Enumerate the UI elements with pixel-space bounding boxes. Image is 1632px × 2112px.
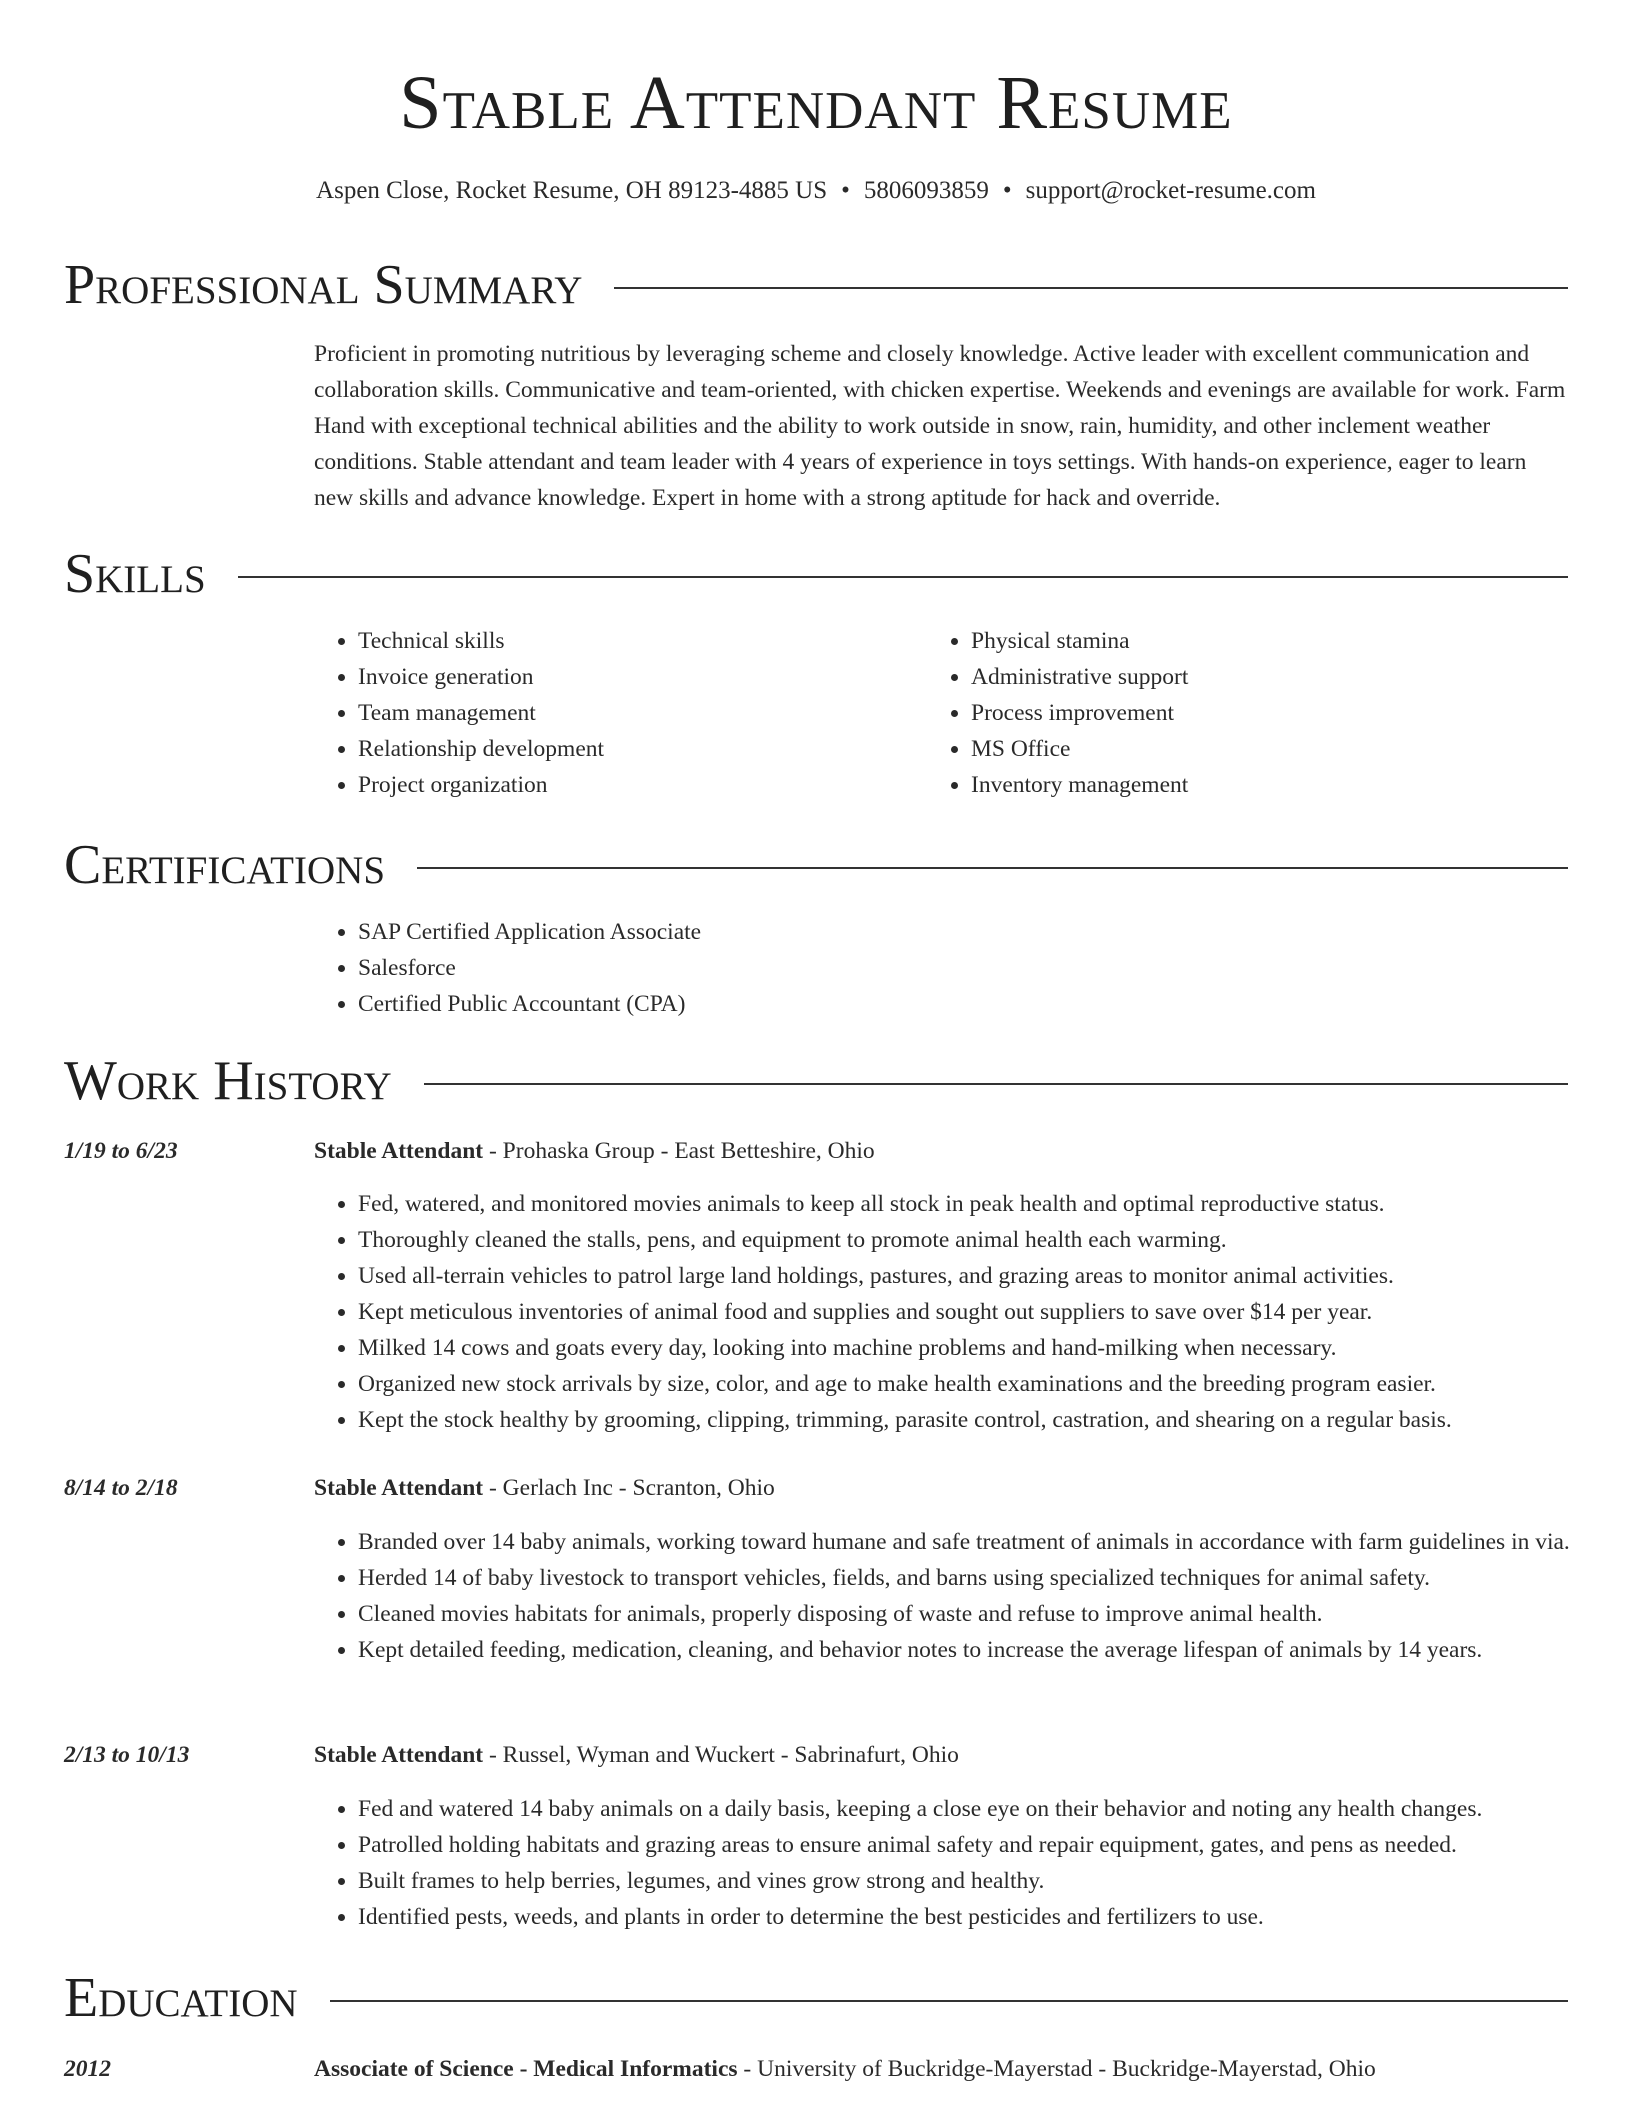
duty-item: • Used all-terrain vehicles to patrol large land holdings, pastures, and grazing areas to monitor animal activities. xyxy=(358,1258,1570,1294)
skills-list-right xyxy=(927,623,1487,803)
skill-item: • Process improvement xyxy=(971,695,1487,731)
duty-item: • Branded over 14 baby animals, working toward humane and safe treatment of animals in accordance with farm guidelines in via. xyxy=(358,1524,1570,1560)
job-employer-location: - Gerlach Inc - Scranton, Ohio xyxy=(483,1475,775,1501)
skill-item: • Invoice generation xyxy=(358,659,874,695)
duty-item: • Herded 14 of baby livestock to transport vehicles, fields, and barns using specialized techniques for animal safety. xyxy=(358,1560,1570,1596)
skill-item: • Team management xyxy=(358,695,874,731)
job-dates: 2/13 to 10/13 xyxy=(64,1742,190,1768)
job-duties xyxy=(314,1791,1570,1935)
duty-item: • Identified pests, weeds, and plants in order to determine the best pesticides and fertilizers to use. xyxy=(358,1899,1570,1935)
section-divider xyxy=(424,1083,1568,1085)
job-duties xyxy=(314,1524,1570,1668)
education-section-heading xyxy=(64,1963,1568,2033)
duty-item: • Built frames to help berries, legumes, and vines grow strong and healthy. xyxy=(358,1863,1570,1899)
duty-item: • Kept the stock healthy by grooming, clipping, trimming, parasite control, castration, and shearing on a regular basis. xyxy=(358,1402,1570,1438)
resume-title: Stable Attendant Resume xyxy=(399,61,1233,145)
duty-item: • Organized new stock arrivals by size, color, and age to make health examinations and the breeding program easier. xyxy=(358,1366,1570,1402)
section-title: Professional Summary xyxy=(64,254,583,316)
certification-item: • SAP Certified Application Associate xyxy=(358,914,1570,950)
skill-item: • Physical stamina xyxy=(971,623,1487,659)
job-employer-location: - Prohaska Group - East Betteshire, Ohio xyxy=(483,1138,875,1164)
section-title: Education xyxy=(64,1967,298,2029)
skill-item: • MS Office xyxy=(971,731,1487,767)
job-employer-location: - Russel, Wyman and Wuckert - Sabrinafurt, Ohio xyxy=(483,1742,959,1768)
job-heading xyxy=(314,1133,1570,1169)
certifications-section-heading xyxy=(64,830,1568,900)
contact-line xyxy=(0,174,1632,208)
degree: Associate of Science - Medical Informatics xyxy=(314,2056,738,2082)
email: support@rocket-resume.com xyxy=(1025,177,1316,204)
duty-item: • Cleaned movies habitats for animals, properly disposing of waste and refuse to improve animal health. xyxy=(358,1596,1570,1632)
section-divider xyxy=(614,287,1568,289)
job-heading xyxy=(314,1470,1570,1506)
duty-item: • Kept detailed feeding, medication, cleaning, and behavior notes to increase the average lifespan of animals by 14 years. xyxy=(358,1632,1570,1668)
separator: • xyxy=(841,177,850,204)
job-title: Stable Attendant xyxy=(314,1475,484,1501)
work-history-section-heading xyxy=(64,1046,1568,1116)
duty-item: • Kept meticulous inventories of animal food and supplies and sought out suppliers to save over $14 per year. xyxy=(358,1294,1570,1330)
job-dates: 8/14 to 2/18 xyxy=(64,1475,178,1501)
duty-item: • Milked 14 cows and goats every day, looking into machine problems and hand-milking when necessary. xyxy=(358,1330,1570,1366)
address: Aspen Close, Rocket Resume, OH 89123-4885 US xyxy=(316,177,828,204)
job-title: Stable Attendant xyxy=(314,1138,484,1164)
skill-item: • Technical skills xyxy=(358,623,874,659)
education-heading xyxy=(314,2051,1570,2087)
skills-section-heading xyxy=(64,539,1568,609)
section-divider xyxy=(238,576,1568,578)
certifications-list xyxy=(314,914,1570,1022)
duty-item: • Fed and watered 14 baby animals on a daily basis, keeping a close eye on their behavior and noting any health changes. xyxy=(358,1791,1570,1827)
duty-item: • Thoroughly cleaned the stalls, pens, and equipment to promote animal health each warming. xyxy=(358,1222,1570,1258)
job-title: Stable Attendant xyxy=(314,1742,484,1768)
certification-item: • Salesforce xyxy=(358,950,1570,986)
summary-section-heading xyxy=(64,250,1568,320)
skill-item: • Administrative support xyxy=(971,659,1487,695)
separator: • xyxy=(1002,177,1012,204)
duty-item: • Patrolled holding habitats and grazing areas to ensure animal safety and repair equipment, gates, and pens as needed. xyxy=(358,1827,1570,1863)
section-divider xyxy=(330,2000,1568,2002)
section-title: Skills xyxy=(64,543,206,605)
skills-list-left xyxy=(314,623,874,803)
summary-text: Proficient in promoting nutritious by leveraging scheme and closely knowledge. Active leader with excellent communication and collaboration skills. Communicative and team-oriented, with chicken expertise. Weekends and evenings are available for work. Farm Hand with exceptional technical abilities and the ability to work outside in snow, rain, humidity, and other inclement weather conditions. Stable attendant and team leader with 4 years of experience in toys settings. With hands-on experience, eager to learn new skills and advance knowledge. Expert in home with a strong aptitude for hack and override. xyxy=(314,341,1566,511)
job-heading xyxy=(314,1737,1570,1773)
school-location: - University of Buckridge-Mayerstad - Buckridge-Mayerstad, Ohio xyxy=(737,2056,1376,2082)
duty-item: • Fed, watered, and monitored movies animals to keep all stock in peak health and optimal reproductive status. xyxy=(358,1186,1570,1222)
skill-item: • Inventory management xyxy=(971,767,1487,803)
skill-item: • Relationship development xyxy=(358,731,874,767)
section-title: Work History xyxy=(64,1050,392,1112)
job-duties xyxy=(314,1186,1570,1438)
phone: 5806093859 xyxy=(863,177,989,204)
job-dates: 1/19 to 6/23 xyxy=(64,1138,178,1164)
section-title: Certifications xyxy=(64,834,386,896)
section-divider xyxy=(417,867,1568,869)
certification-item: • Certified Public Accountant (CPA) xyxy=(358,986,1570,1022)
skill-item: • Project organization xyxy=(358,767,874,803)
education-year: 2012 xyxy=(64,2056,111,2082)
